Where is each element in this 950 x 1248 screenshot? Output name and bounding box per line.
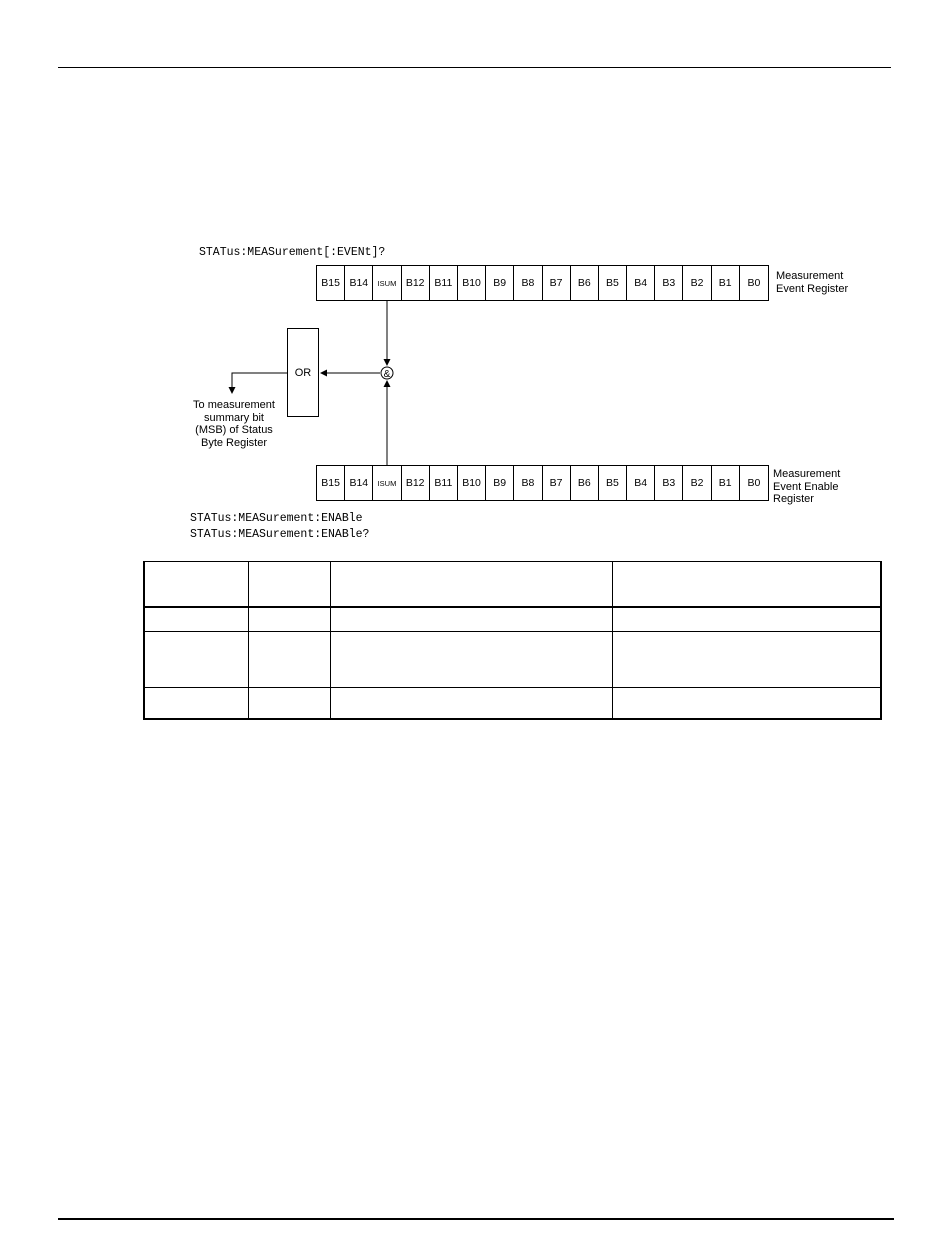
table-cell (330, 688, 612, 719)
enable-register-bit-b11: B11 (430, 466, 458, 500)
event-register-bit-b2: B2 (683, 266, 711, 300)
enable-register-bit-b0: B0 (747, 477, 761, 489)
table-cell (612, 688, 881, 719)
table-cell (144, 607, 248, 632)
enable-register-bit-b5: B5 (599, 466, 627, 500)
enable-register-bit-b8: B8 (514, 466, 542, 500)
event-register-bit-b0: B0 (747, 277, 761, 289)
table-cell (144, 562, 248, 607)
event-register-bit-b14: B14 (345, 266, 373, 300)
table-cell (248, 562, 330, 607)
enable-register-bit-isum: ISUM (373, 466, 401, 500)
enable-register-bit-b2: B2 (683, 466, 711, 500)
event-register-bit-b9: B9 (486, 266, 514, 300)
summary-note (160, 399, 308, 449)
event-register-label-line: Event Register (776, 282, 849, 295)
table-row (144, 688, 881, 719)
table-row (144, 607, 881, 632)
enable-register-bit-b14: B14 (345, 466, 373, 500)
enable-register-bit-b9: B9 (486, 466, 514, 500)
event-register-bit-b12: B12 (402, 266, 430, 300)
or-gate: OR (287, 328, 319, 417)
table-cell (248, 632, 330, 688)
table-cell (144, 632, 248, 688)
enable-register-bit-b1: B1 (712, 466, 740, 500)
enable-register-bit-b12: B12 (402, 466, 430, 500)
query-command: STATus:MEASurement[:EVENt]? (199, 246, 386, 259)
enable-register-bit-b15: B15 (317, 466, 345, 500)
footer-rule (58, 1218, 894, 1220)
table-header-row (144, 562, 881, 607)
summary-note-line: Byte Register (200, 436, 268, 449)
event-register-bit-b8: B8 (514, 266, 542, 300)
event-register-bit-b1: B1 (712, 266, 740, 300)
summary-note-line: (MSB) of Status (195, 424, 273, 436)
event-register-bit-b5: B5 (599, 266, 627, 300)
table-cell (330, 632, 612, 688)
event-register-label-line: Measurement (776, 270, 844, 282)
table-cell (612, 607, 881, 632)
enable-register-bit-b4: B4 (627, 466, 655, 500)
event-register-bit-b10: B10 (458, 266, 486, 300)
table-cell (330, 607, 612, 632)
enable-command: STATus:MEASurement:ENABle (190, 512, 363, 525)
table-cell (248, 607, 330, 632)
table-cell (330, 562, 612, 607)
enable-query-command: STATus:MEASurement:ENABle? (190, 528, 370, 541)
event-register-bit-isum: ISUM (373, 266, 401, 300)
enable-register-bit-b3: B3 (655, 466, 683, 500)
summary-note-line: summary bit (204, 411, 264, 424)
table-cell (248, 688, 330, 719)
enable-register-bit-b7: B7 (543, 466, 571, 500)
table-cell (612, 562, 881, 607)
event-register-bit-b6: B6 (571, 266, 599, 300)
event-register-bit-b3: B3 (655, 266, 683, 300)
and-gate-symbol: & (383, 369, 391, 380)
enable-register (316, 465, 769, 501)
enable-register-label-line: Event Enable (773, 480, 839, 493)
event-register-bit-b4: B4 (627, 266, 655, 300)
table-cell (144, 688, 248, 719)
summary-output-wire (232, 373, 287, 393)
event-register-bit-b15: B15 (317, 266, 345, 300)
enable-register-label (773, 468, 840, 506)
bit-description-table (143, 561, 882, 720)
event-register-bit-b11: B11 (430, 266, 458, 300)
table-row (144, 632, 881, 688)
table-cell (612, 632, 881, 688)
enable-register-label-line: Measurement (773, 468, 841, 480)
enable-register-label-line: Register (773, 493, 814, 505)
event-register-bit-b7: B7 (543, 266, 571, 300)
enable-register-bit-b10: B10 (458, 466, 486, 500)
enable-register-bit-b6: B6 (571, 466, 599, 500)
summary-note-line: To measurement (193, 399, 275, 411)
